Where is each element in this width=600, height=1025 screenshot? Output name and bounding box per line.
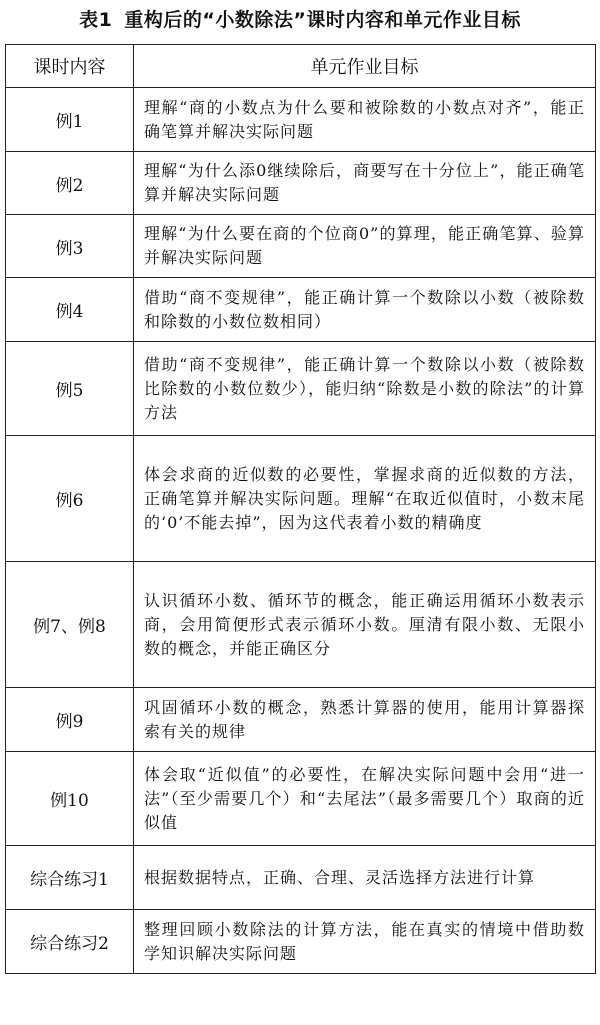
goal-cell: 体会取“近似值”的必要性，在解决实际问题中会用“进一法”（至少需要几个）和“去尾法”（最多需要几个）取商的近似值 <box>134 752 596 846</box>
goal-cell: 借助“商不变规律”，能正确计算一个数除以小数（被除数比除数的小数位数少），能归纳“除数是小数的除法”的计算方法 <box>134 342 596 436</box>
goal-cell: 理解“为什么要在商的个位商0”的算理，能正确笔算、验算并解决实际问题 <box>134 215 596 278</box>
goal-cell: 根据数据特点，正确、合理、灵活选择方法进行计算 <box>134 846 596 910</box>
goal-cell: 借助“商不变规律”，能正确计算一个数除以小数（被除数和除数的小数位数相同） <box>134 278 596 342</box>
lesson-cell: 例9 <box>6 688 134 752</box>
table-caption <box>0 0 600 40</box>
lesson-cell: 例2 <box>6 152 134 215</box>
lesson-cell: 例7、例8 <box>6 562 134 688</box>
table-row <box>6 910 596 974</box>
header-lesson: 课时内容 <box>6 45 134 88</box>
table-number: 表1 <box>79 9 113 31</box>
lesson-cell: 例4 <box>6 278 134 342</box>
table-row <box>6 846 596 910</box>
lesson-cell: 综合练习1 <box>6 846 134 910</box>
goal-cell: 整理回顾小数除法的计算方法，能在真实的情境中借助数学知识解决实际问题 <box>134 910 596 974</box>
lesson-cell: 例10 <box>6 752 134 846</box>
table-row <box>6 752 596 846</box>
table-row <box>6 278 596 342</box>
lesson-cell: 例1 <box>6 88 134 152</box>
goal-cell: 认识循环小数、循环节的概念，能正确运用循环小数表示商，会用简便形式表示循环小数。厘清有限小数、无限小数的概念，并能正确区分 <box>134 562 596 688</box>
goals-table <box>5 44 596 974</box>
table-title: 重构后的“小数除法”课时内容和单元作业目标 <box>124 9 521 31</box>
goal-cell: 理解“商的小数点为什么要和被除数的小数点对齐”，能正确笔算并解决实际问题 <box>134 88 596 152</box>
table-row <box>6 562 596 688</box>
table-row <box>6 342 596 436</box>
goal-cell: 体会求商的近似数的必要性，掌握求商的近似数的方法，正确笔算并解决实际问题。理解“在取近似值时，小数末尾的‘0’不能去掉”，因为这代表着小数的精确度 <box>134 436 596 562</box>
table-row <box>6 88 596 152</box>
lesson-cell: 例6 <box>6 436 134 562</box>
header-goal: 单元作业目标 <box>134 45 596 88</box>
goal-cell: 巩固循环小数的概念，熟悉计算器的使用，能用计算器探索有关的规律 <box>134 688 596 752</box>
header-row <box>6 45 596 88</box>
goal-cell: 理解“为什么添0继续除后，商要写在十分位上”，能正确笔算并解决实际问题 <box>134 152 596 215</box>
table-row <box>6 152 596 215</box>
lesson-cell: 例5 <box>6 342 134 436</box>
table-row <box>6 436 596 562</box>
table-row <box>6 215 596 278</box>
lesson-cell: 例3 <box>6 215 134 278</box>
lesson-cell: 综合练习2 <box>6 910 134 974</box>
table-row <box>6 688 596 752</box>
